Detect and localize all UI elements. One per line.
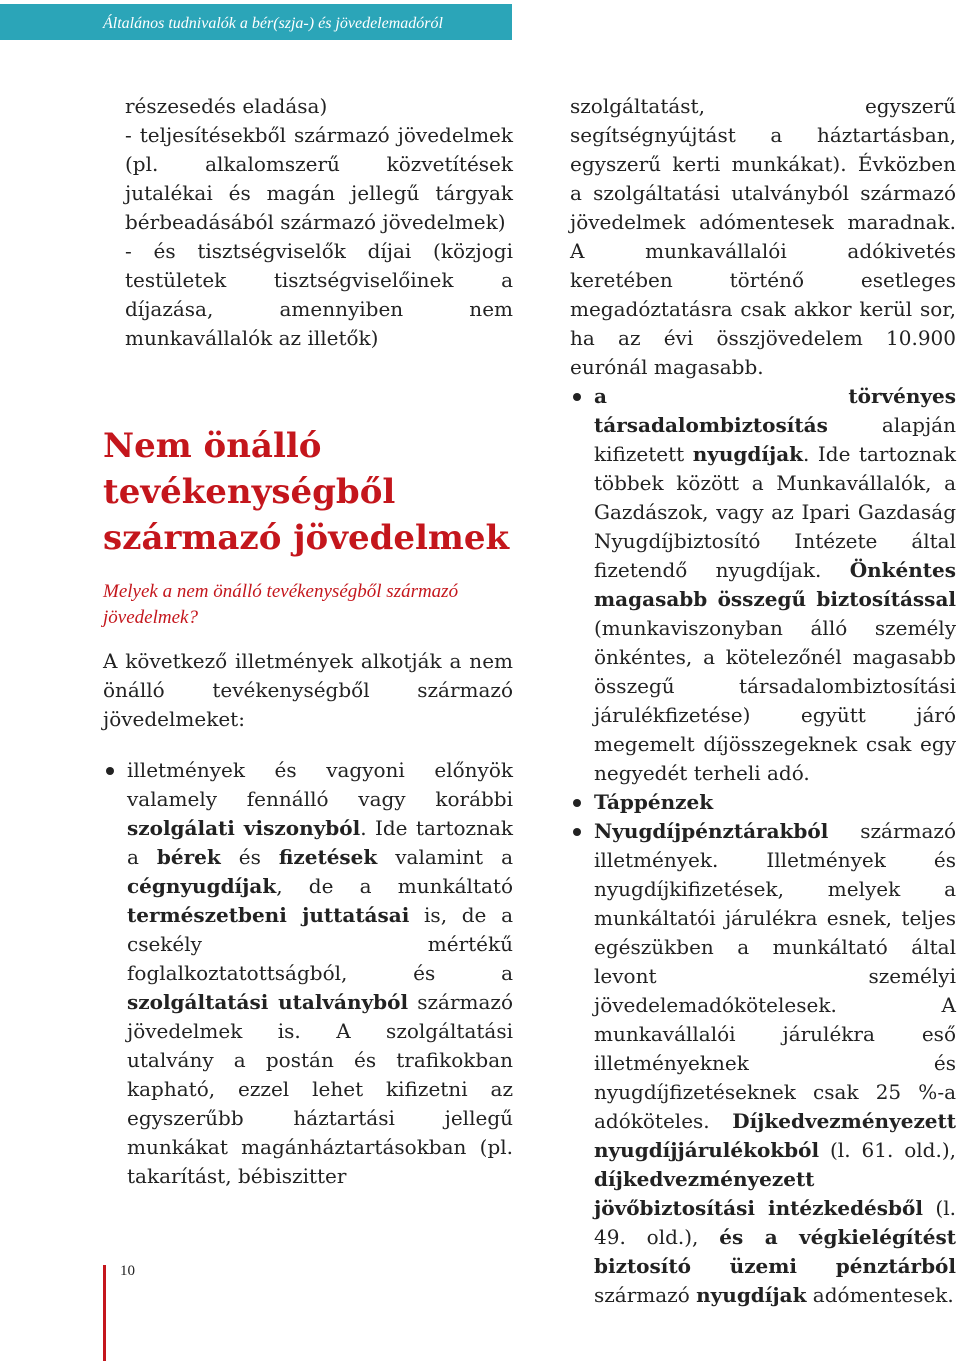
bold-text: nyugdíjak: [696, 1283, 807, 1307]
bold-text: Önkéntes magasabb összegű biztosítással: [594, 558, 956, 611]
bold-text: cégnyugdíjak: [127, 874, 277, 898]
income-list-continued: [570, 382, 956, 1310]
intro-paragraph: A következő illetmények alkotják a nem önálló tevékenységből származó jövedelmeket:: [103, 649, 513, 731]
continuation-paragraph: szolgáltatást, egyszerű segítségnyújtást a háztartásban, egyszerű kerti munkákat). Évközben a szolgáltatási utalványból származó jövedelmek adómentesek maradnak. A munkavállalói adókivetés keretében történő esetleges megadóztatásra csak akkor kerül sor, ha az évi összjövedelem 10.900 eurónál magasabb.: [570, 94, 956, 379]
list-item: [570, 382, 956, 788]
bold-text: Díjkedvezményezett nyugdíjjárulékokból: [594, 1109, 956, 1162]
bold-text: nyugdíjak: [692, 442, 804, 466]
page-margin-rule: [103, 1265, 106, 1361]
text: illetmények és vagyoni előnyök valamely fennálló vagy korábbi: [127, 758, 513, 811]
bold-text: a törvényes társadalombiztosítás: [594, 384, 956, 437]
right-column: [570, 92, 956, 1310]
left-column: [103, 92, 513, 1191]
header-bar: [0, 4, 512, 40]
text: , de a munkáltató: [276, 874, 513, 898]
text: (l. 49. old.),: [594, 1196, 956, 1249]
text: is, de a csekély mértékű foglalkoztatottságból, és a: [127, 903, 513, 985]
text: valamint a: [377, 845, 513, 869]
bold-text: Táppénzek: [594, 790, 714, 814]
text: alapján kifizetett: [594, 413, 956, 466]
list-item: [103, 756, 513, 1191]
running-header: Általános tudnivalók a bér(szja-) és jövedelemadóról: [103, 15, 443, 32]
list-item: [570, 788, 956, 817]
text: származó: [594, 1283, 697, 1307]
bold-text: szolgálati viszonyból: [127, 816, 361, 840]
bold-text: és a végkielégítést biztosító üzemi pénztárból: [594, 1225, 956, 1278]
continuation-line: [103, 92, 513, 121]
text: (munkaviszonyban álló személy önkéntes, a kötelezőnél magasabb összegű társadalombiztosítási járulékfizetése) együtt járó megemelt díjösszegeknek csak egy negyedét terheli adó.: [594, 616, 956, 785]
continuation-text: részesedés eladása): [125, 94, 328, 118]
bold-text: bérek: [156, 845, 221, 869]
text: származó jövedelmek is. A szolgáltatási utalvány a postán és trafikokban kapható, ezzel lehet kifizetni az egyszerűbb háztartási jellegű munkákat magánháztartásokban (pl. takarítást, bébiszitter: [127, 990, 514, 1188]
bold-text: Nyugdíjpénztárakból: [594, 819, 829, 843]
list-item: [570, 817, 956, 1310]
bold-text: díjkedvezményezett jövőbiztosítási intézkedésből: [594, 1167, 923, 1220]
bold-text: szolgáltatási utalványból: [127, 990, 409, 1014]
section-subheading: Melyek a nem önálló tevékenységből származó jövedelmek?: [103, 581, 459, 628]
text: . Ide tartoznak a: [127, 816, 513, 869]
page-number: 10: [120, 1263, 135, 1279]
income-list: [103, 756, 513, 1191]
bold-text: természetbeni juttatásai: [127, 903, 410, 927]
text: és: [220, 845, 279, 869]
text: . Ide tartoznak többek között a Munkavállalók, a Gazdászok, vagy az Ipari Gazdaság Nyugdíjbiztosító Intézete által fizetendő nyugdíjak.: [594, 442, 956, 582]
bold-text: fizetések: [278, 845, 378, 869]
text: adómentesek.: [806, 1283, 954, 1307]
list-dash-item: - teljesítésekből származó jövedelmek (pl. alkalomszerű közvetítések jutalékai és magán jellegű tárgyak bérbeadásából származó jövedelmek): [125, 123, 513, 234]
list-dash-item: - és tisztségviselők díjai (közjogi testületek tisztségviselőinek a díjazása, amennyiben nem munkavállalók az illetők): [125, 239, 513, 350]
text: származó illetmények. Illetmények és nyugdíjkifizetések, melyek a munkáltatói járulékra esnek, teljes egészükben a munkáltató által levont személyi jövedelemadókötelesek. A munkavállalói járulékra eső illetményeknek és nyugdíjfizetéseknek csak 25 %-a adóköteles.: [594, 819, 956, 1133]
section-heading: Nem önálló tevékenységből származó jövedelmek: [103, 426, 510, 558]
text: (l. 61. old.),: [819, 1138, 956, 1162]
